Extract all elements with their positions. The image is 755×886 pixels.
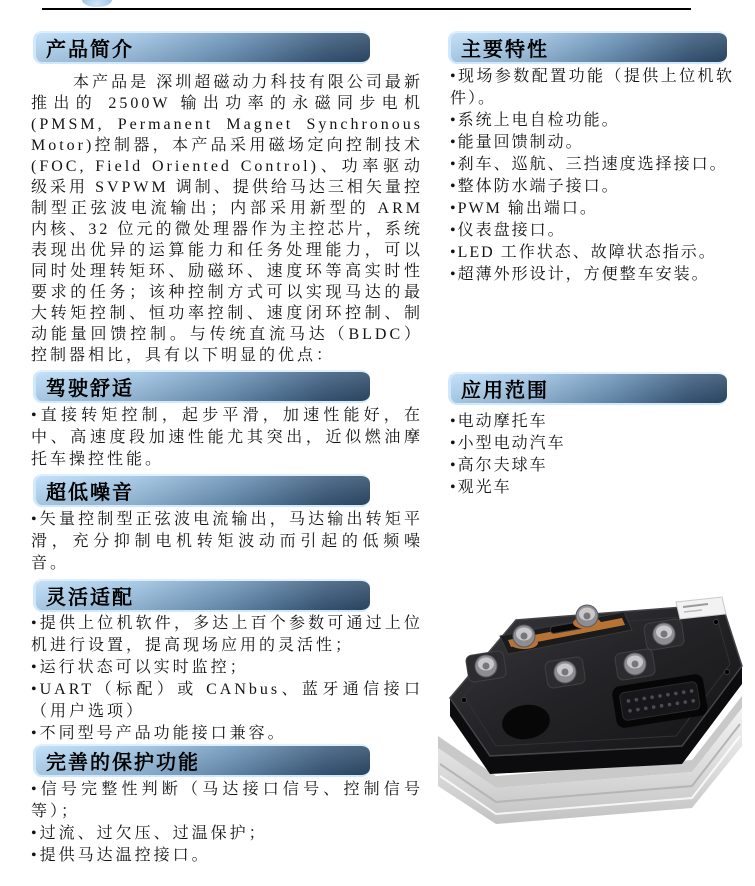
low-noise-list [31, 509, 423, 575]
bullet-item: • UART（标配）或 CANbus、蓝牙通信接口（用户选项） [31, 679, 423, 723]
bullet-item: • 小型电动汽车 [450, 433, 734, 455]
section-header-driving-comfort [33, 370, 370, 403]
bullet-item: • 超薄外形设计，方便整车安装。 [450, 264, 734, 286]
protection-list [31, 779, 423, 867]
terminal-stud [614, 648, 656, 681]
main-features-list [450, 66, 734, 286]
controller-photo [424, 550, 755, 836]
terminal-stud [573, 605, 601, 629]
bullet-item: • 能量回馈制动。 [450, 132, 734, 154]
bullet-item: • 观光车 [450, 477, 734, 499]
bullet-item: • 现场参数配置功能（提供上位机软件）。 [450, 66, 734, 110]
bullet-item: • 刹车、巡航、三挡速度选择接口。 [450, 154, 734, 176]
bullet-item: • PWM 输出端口。 [450, 198, 734, 220]
section-title: 完善的保护功能 [46, 752, 200, 774]
section-title: 主要特性 [461, 39, 549, 61]
bullet-item: • 高尔夫球车 [450, 455, 734, 477]
section-title: 应用范围 [461, 380, 549, 402]
section-title: 产品简介 [46, 39, 134, 61]
section-header-product-intro [33, 31, 370, 64]
bullet-item: • 矢量控制型正弦波电流输出，马达输出转矩平滑，充分抑制电机转矩波动而引起的低频噪音。 [31, 509, 423, 575]
bullet-item: • 提供上位机软件，多达上百个参数可通过上位机进行设置，提高现场应用的灵活性； [31, 613, 423, 657]
controller-photo-svg [424, 550, 755, 836]
logo-remnant [82, 0, 112, 7]
section-header-applications [448, 372, 727, 405]
section-header-flexible-adaptation [33, 579, 370, 612]
section-title: 灵活适配 [46, 587, 134, 609]
bullet-item: • 系统上电自检功能。 [450, 110, 734, 132]
driving-comfort-list [31, 405, 423, 471]
terminal-stud [643, 618, 685, 651]
bullet-item: • 电动摩托车 [450, 411, 734, 433]
bullet-item: • 过流、过欠压、过温保护； [31, 823, 423, 845]
terminal-stud [544, 656, 586, 689]
bullet-item: • 运行状态可以实时监控； [31, 657, 423, 679]
header-rule [42, 8, 691, 10]
bullet-item: • 不同型号产品功能接口兼容。 [31, 723, 423, 745]
product-intro-paragraph: 本产品是 深圳超磁动力科技有限公司最新推出的 2500W 输出功率的永磁同步电机(PMSM, Permanent Magnet Synchronous Motor)控制器，本产品采用磁场定向控制技术(FOC, Field Oriented Control)、功率驱动级采用 SVPWM 调制、提供给马达三相矢量控制型正弦波电流输出；内部采用新型的 ARM 内核、32 位元的微处理器作为主控芯片，系统表现出优异的运算能力和任务处理能力，可以同时处理转矩环、励磁环、速度环等高实时性要求的任务；该种控制方式可以实现马达的最大转矩控制、恒功率控制、速度闭环控制、制动能量回馈控制。与传统直流马达（BLDC）控制器相比，具有以下明显的优点： [31, 74, 423, 364]
flexible-adaptation-list [31, 613, 423, 745]
section-title: 超低噪音 [46, 482, 134, 504]
bullet-item: • 直接转矩控制，起步平滑，加速性能好，在中、高速度段加速性能尤其突出，近似燃油摩托车操控性能。 [31, 405, 423, 471]
section-title: 驾驶舒适 [46, 378, 134, 400]
bullet-item: • LED 工作状态、故障状态指示。 [450, 242, 734, 264]
bullet-item: • 仪表盘接口。 [450, 220, 734, 242]
section-header-main-features [448, 31, 727, 64]
terminal-stud [465, 650, 507, 683]
bullet-item: • 整体防水端子接口。 [450, 176, 734, 198]
bullet-item: • 信号完整性判断（马达接口信号、控制信号等）； [31, 779, 423, 823]
section-header-protection [33, 744, 370, 777]
bullet-item: • 提供马达温控接口。 [31, 845, 423, 867]
section-header-low-noise [33, 474, 370, 507]
applications-list [450, 411, 734, 499]
